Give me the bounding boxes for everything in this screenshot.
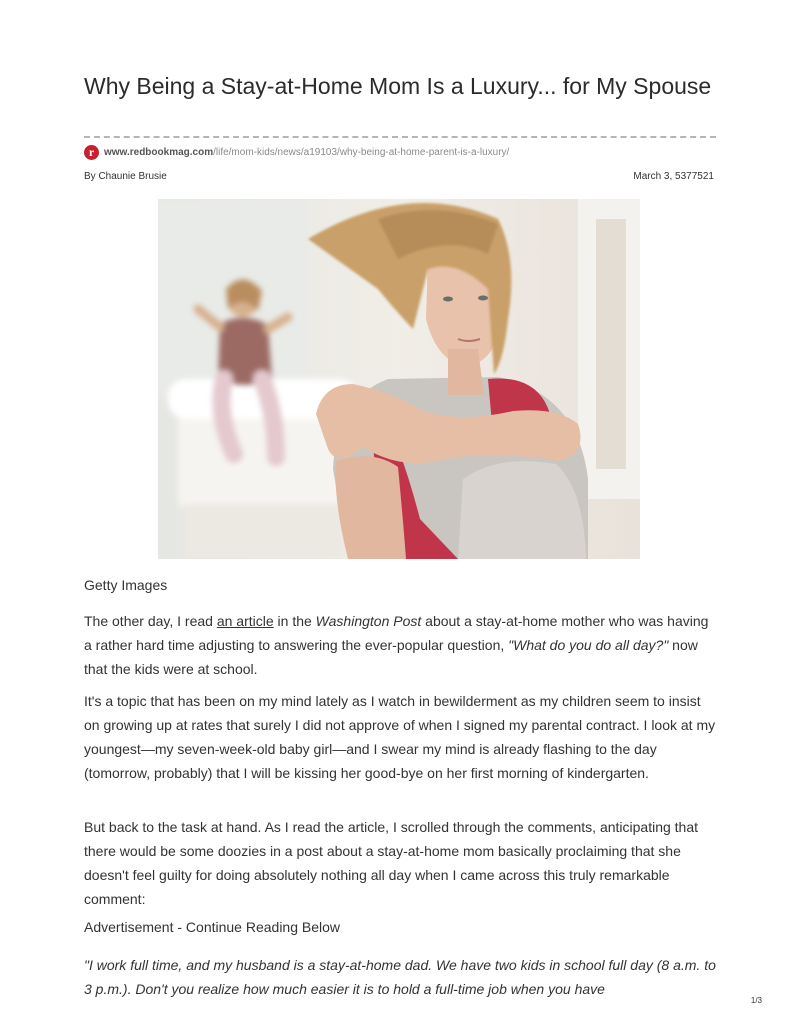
p1-text-c: about a stay-at-home mother who was having a rather hard time adjusting to answering the ever-popular question, — [84, 613, 709, 653]
redbook-logo-icon: r — [84, 145, 99, 160]
page-number: 1/3 — [750, 996, 762, 1005]
advertisement-label: Advertisement - Continue Reading Below — [84, 919, 341, 935]
article-link[interactable]: an article — [216, 613, 274, 629]
p1-text-d: now that the kids were at school. — [84, 637, 698, 677]
source-row — [84, 143, 509, 161]
p1-text-b: in the — [273, 613, 316, 629]
photo-caption: Getty Images — [84, 577, 168, 593]
comment-quote: "I work full time, and my husband is a stay-at-home dad. We have two kids in school full day (8 a.m. to 3 p.m.). Don't you realize how much easier it is to hold a full-time job when you have — [84, 957, 716, 997]
paragraph-2: It's a topic that has been on my mind lately as I watch in bewilderment as my children seem to insist on growing up at rates that surely I did not approve of when I signed my parental contract. I look at my youngest—my seven-week-old baby girl—and I swear my mind is already flashing to the day (tomorrow, probably) that I will be kissing her good-bye on her first morning of kindergarten. — [84, 693, 716, 781]
quoted-question: "What do you do all day?" — [508, 637, 669, 653]
p1-text-a: The other day, I read — [84, 613, 217, 629]
article-title: Why Being a Stay-at-Home Mom Is a Luxury... for My Spouse — [84, 73, 712, 99]
publication-name: Washington Post — [315, 613, 422, 629]
url-domain: www.redbookmag.com — [104, 146, 214, 158]
byline: By Chaunie Brusie — [84, 171, 167, 182]
url-path: /life/mom-kids/news/a19103/why-being-at-home-parent-is-a-luxury/ — [213, 146, 510, 158]
article-photo — [158, 199, 640, 559]
publish-date: March 3, 5377521 — [633, 171, 714, 182]
source-url[interactable] — [104, 147, 509, 158]
paragraph-3: But back to the task at hand. As I read the article, I scrolled through the comments, anticipating that there would be some doozies in a post about a stay-at-home mom basically proclaiming that she doesn't feel guilty for doing absolutely nothing all day when I came across this truly remarkable comment: — [84, 819, 699, 907]
dashed-divider — [84, 136, 716, 138]
paragraph-1 — [84, 609, 716, 681]
